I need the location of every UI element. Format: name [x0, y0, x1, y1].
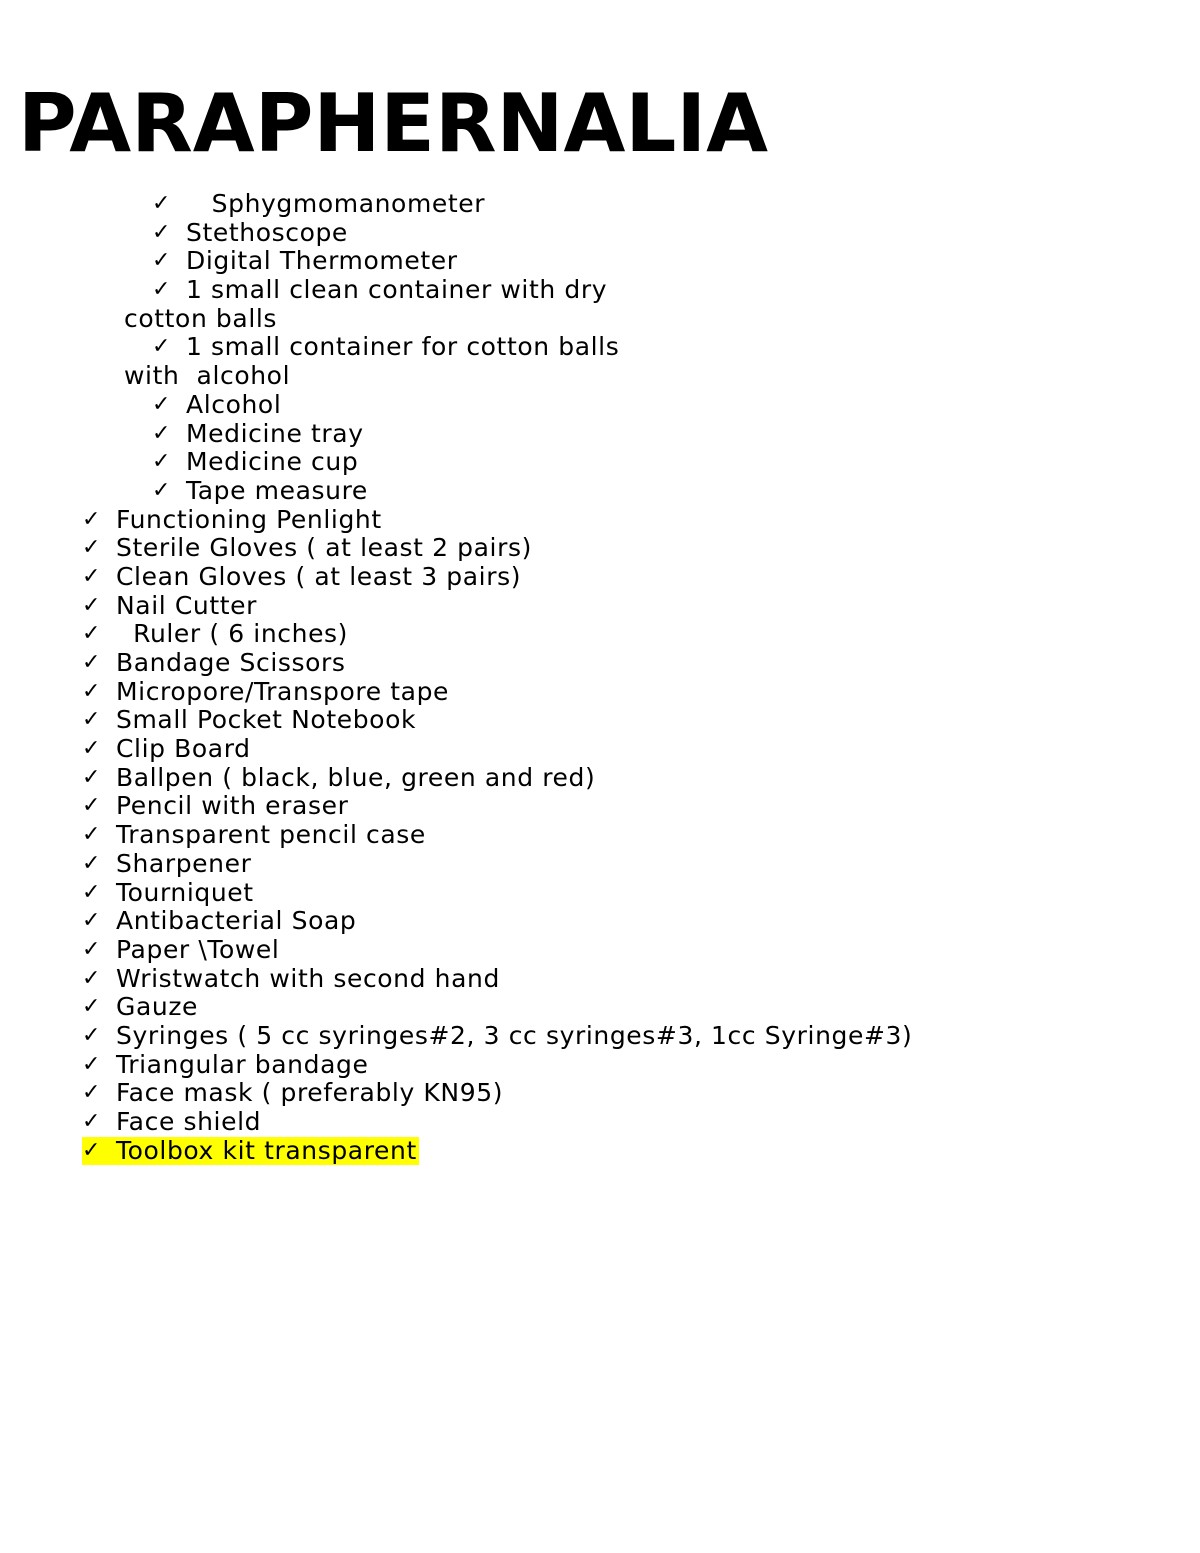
check-mark-icon: ✓ — [82, 1080, 102, 1106]
list-item-text: Clean Gloves ( at least 3 pairs) — [116, 561, 522, 591]
list-item — [0, 936, 1200, 965]
list-item-text: Tourniquet — [116, 877, 254, 907]
check-mark-icon: ✓ — [82, 908, 102, 934]
list-item-text: Ballpen ( black, blue, green and red) — [116, 762, 596, 792]
list-item — [0, 276, 1200, 305]
check-mark-icon: ✓ — [82, 563, 102, 589]
list-item-text: Small Pocket Notebook — [116, 705, 417, 735]
check-mark-icon: ✓ — [82, 1022, 102, 1048]
list-item-continuation — [0, 305, 1200, 334]
list-item-text: 1 small container for cotton balls — [186, 332, 620, 362]
list-item — [0, 1079, 1200, 1108]
list-item-text: Tape measure — [186, 475, 368, 505]
check-mark-icon: ✓ — [152, 477, 172, 503]
check-mark-icon: ✓ — [82, 535, 102, 561]
check-mark-icon: ✓ — [152, 334, 172, 360]
list-item — [0, 333, 1200, 362]
list-item — [0, 391, 1200, 420]
check-mark-icon: ✓ — [82, 736, 102, 762]
check-mark-icon: ✓ — [82, 1051, 102, 1077]
check-mark-icon: ✓ — [82, 506, 102, 532]
check-mark-icon: ✓ — [152, 420, 172, 446]
check-mark-icon: ✓ — [152, 248, 172, 274]
highlight — [82, 1137, 419, 1166]
check-mark-icon: ✓ — [82, 965, 102, 991]
list-item-text: with alcohol — [124, 361, 291, 391]
list-item-text: Micropore/Transpore tape — [116, 676, 450, 706]
list-item — [0, 1022, 1200, 1051]
list-item — [0, 907, 1200, 936]
check-mark-icon: ✓ — [82, 822, 102, 848]
list-item — [0, 190, 1200, 219]
list-item — [0, 1137, 1200, 1166]
check-mark-icon: ✓ — [152, 391, 172, 417]
list-item-text: Antibacterial Soap — [116, 906, 357, 936]
list-item-text: Paper \Towel — [116, 934, 280, 964]
check-mark-icon: ✓ — [152, 219, 172, 245]
list-item — [0, 821, 1200, 850]
list-item-text: Toolbox kit transparent — [116, 1135, 417, 1165]
check-mark-icon: ✓ — [152, 191, 172, 216]
check-mark-icon: ✓ — [82, 1109, 102, 1134]
list-item — [0, 592, 1200, 621]
list-item — [0, 649, 1200, 678]
list-item — [0, 792, 1200, 821]
list-item — [0, 850, 1200, 879]
list-item — [0, 477, 1200, 506]
list-item — [0, 965, 1200, 994]
list-item — [0, 1108, 1200, 1137]
check-mark-icon: ✓ — [82, 879, 102, 905]
list-item — [0, 563, 1200, 592]
list-item-text: Functioning Penlight — [116, 504, 382, 534]
page-title: PARAPHERNALIA — [18, 77, 769, 170]
list-item-text: Face mask ( preferably KN95) — [116, 1078, 504, 1108]
list-item-text: Pencil with eraser — [116, 791, 349, 821]
list-item-text: Triangular bandage — [116, 1049, 369, 1079]
list-item — [0, 534, 1200, 563]
list-item-text: Sharpener — [116, 848, 252, 878]
list-item-text: Nail Cutter — [116, 590, 258, 620]
list-item-text: Stethoscope — [186, 217, 348, 247]
check-mark-icon: ✓ — [82, 707, 102, 733]
list-item — [0, 506, 1200, 535]
check-mark-icon: ✓ — [82, 994, 102, 1020]
list-item-text: Face shield — [116, 1107, 262, 1136]
list-item-text: cotton balls — [124, 303, 278, 333]
list-item — [0, 879, 1200, 908]
check-mark-icon: ✓ — [82, 793, 102, 819]
list-item — [0, 420, 1200, 449]
list-item-text: Clip Board — [116, 734, 251, 764]
list-item-text: Ruler ( 6 inches) — [116, 619, 349, 649]
list-item — [0, 993, 1200, 1022]
list-item — [0, 620, 1200, 649]
list-item — [0, 1051, 1200, 1080]
check-mark-icon: ✓ — [82, 621, 102, 647]
list-item — [0, 448, 1200, 477]
check-mark-icon: ✓ — [82, 764, 102, 790]
list-item — [0, 678, 1200, 707]
list-item-text: Sphygmomanometer — [186, 189, 486, 218]
list-item — [0, 735, 1200, 764]
check-mark-icon: ✓ — [82, 850, 102, 876]
check-mark-icon: ✓ — [82, 650, 102, 675]
check-mark-icon: ✓ — [82, 592, 102, 618]
list-item-text: Gauze — [116, 992, 199, 1022]
list-item-text: Digital Thermometer — [186, 246, 458, 276]
list-item-text: Medicine tray — [186, 418, 364, 448]
list-item-continuation — [0, 362, 1200, 391]
list-item-text: Sterile Gloves ( at least 2 pairs) — [116, 533, 532, 563]
check-mark-icon: ✓ — [152, 277, 172, 303]
paraphernalia-checklist — [0, 190, 1200, 1165]
list-item-text: Syringes ( 5 cc syringes#2, 3 cc syringes#3, 1cc Syringe#3) — [116, 1020, 913, 1050]
list-item — [0, 706, 1200, 735]
list-item-text: Wristwatch with second hand — [116, 963, 500, 993]
list-item-text: Alcohol — [186, 389, 282, 419]
check-mark-icon: ✓ — [82, 678, 102, 704]
check-mark-icon: ✓ — [152, 449, 172, 475]
list-item — [0, 219, 1200, 248]
list-item — [0, 247, 1200, 276]
list-item-text: Bandage Scissors — [116, 648, 346, 677]
check-mark-icon: ✓ — [82, 936, 102, 962]
check-mark-icon: ✓ — [82, 1137, 102, 1163]
list-item-text: Transparent pencil case — [116, 820, 426, 850]
list-item-text: Medicine cup — [186, 447, 359, 477]
list-item — [0, 764, 1200, 793]
list-item-text: 1 small clean container with dry — [186, 275, 608, 305]
